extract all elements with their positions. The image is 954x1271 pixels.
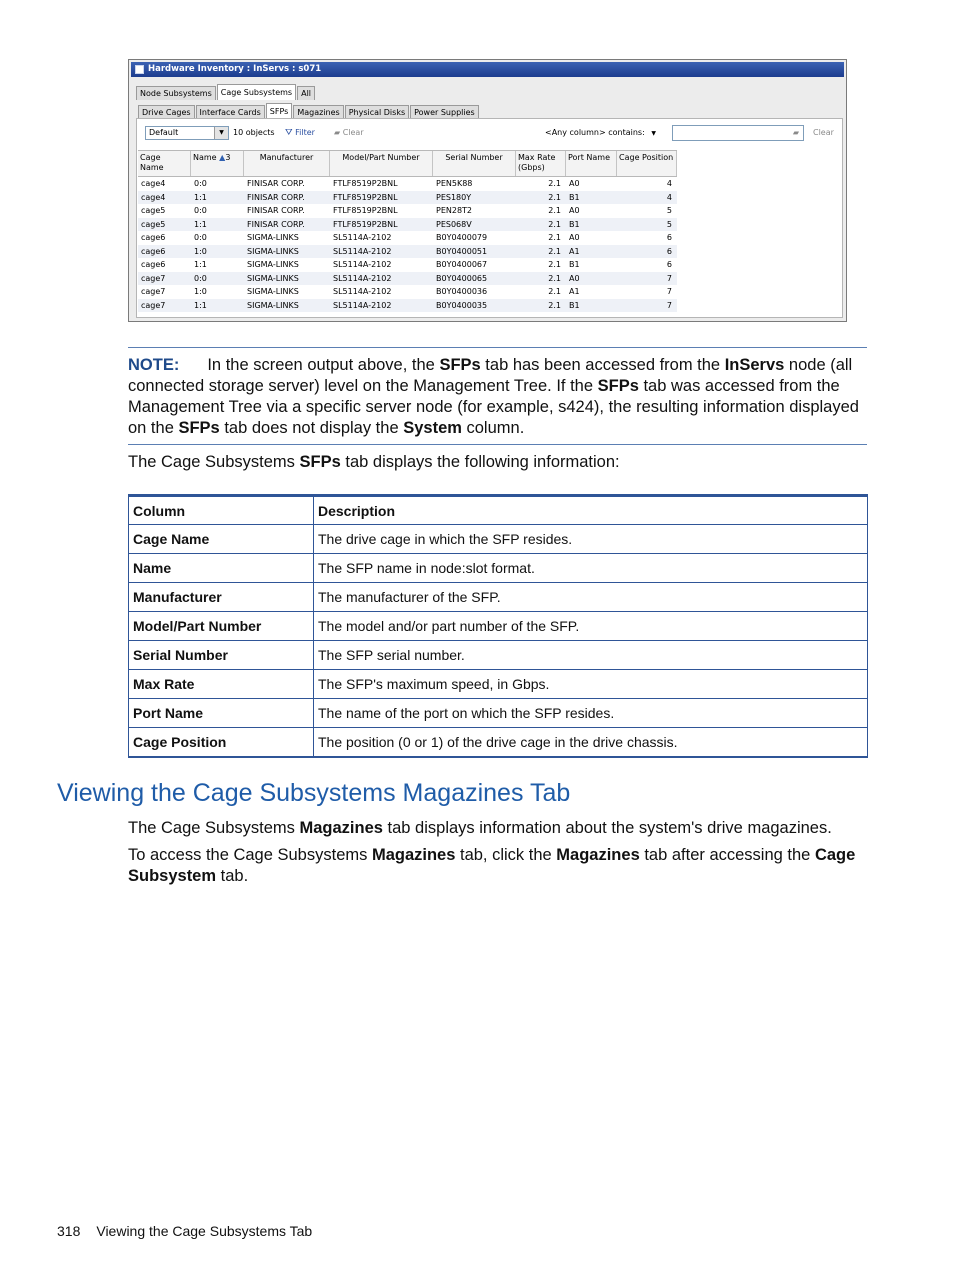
cell-max-rate: 2.1 bbox=[548, 246, 561, 256]
cell-model: FTLF8519P2BNL bbox=[333, 192, 398, 202]
table-row bbox=[129, 699, 868, 728]
column-select-value: <Any column> contains: bbox=[545, 128, 645, 137]
table-cell-column: Manufacturer bbox=[129, 583, 314, 612]
cell-max-rate: 2.1 bbox=[548, 287, 561, 296]
main-tabs bbox=[136, 84, 316, 100]
column-description-table bbox=[128, 494, 868, 758]
cell-cage-name: cage5 bbox=[141, 206, 166, 215]
cell-max-rate: 2.1 bbox=[548, 273, 561, 283]
note-text: tab has been accessed from the bbox=[480, 356, 725, 374]
table-row[interactable] bbox=[138, 218, 677, 232]
table-cell-column: Port Name bbox=[129, 699, 314, 728]
cell-manufacturer: FINISAR CORP. bbox=[247, 179, 305, 188]
cell-cage-position: 7 bbox=[666, 273, 672, 283]
table-row bbox=[129, 670, 868, 699]
cell-manufacturer: SIGMA-LINKS bbox=[247, 300, 299, 310]
cell-model: FTLF8519P2BNL bbox=[333, 179, 398, 188]
cell-port-name: A0 bbox=[569, 206, 580, 215]
cell-port-name: A1 bbox=[569, 246, 580, 256]
table-row[interactable] bbox=[138, 272, 677, 286]
cell-serial: B0Y0400051 bbox=[436, 246, 488, 256]
col-header-serial[interactable]: Serial Number bbox=[433, 151, 516, 176]
tab-sfps[interactable]: SFPs bbox=[266, 103, 293, 119]
col-header-model[interactable]: Model/Part Number bbox=[330, 151, 433, 176]
cell-cage-position: 4 bbox=[666, 192, 672, 202]
note-label: NOTE: bbox=[128, 356, 180, 374]
tab-all[interactable]: All bbox=[297, 86, 315, 100]
cell-manufacturer: FINISAR CORP. bbox=[247, 206, 305, 215]
table-cell-column: Model/Part Number bbox=[129, 612, 314, 641]
column-select[interactable] bbox=[545, 126, 656, 141]
para-text: tab, click the bbox=[455, 846, 557, 864]
intro-paragraph bbox=[128, 452, 620, 473]
cell-max-rate: 2.1 bbox=[548, 179, 561, 188]
footer-chapter: Viewing the Cage Subsystems Tab bbox=[96, 1223, 313, 1239]
cell-cage-name: cage6 bbox=[141, 246, 166, 256]
grid-header bbox=[138, 150, 677, 177]
table-row bbox=[129, 554, 868, 583]
cell-serial: B0Y0400079 bbox=[436, 233, 488, 242]
view-select-value: Default bbox=[149, 128, 179, 137]
cell-model: SL5114A-2102 bbox=[333, 273, 392, 283]
search-clear-button[interactable]: Clear bbox=[813, 128, 834, 137]
note-text: In the screen output above, the bbox=[207, 356, 440, 374]
table-cell-description: The name of the port on which the SFP resides. bbox=[314, 699, 868, 728]
cell-model: SL5114A-2102 bbox=[333, 246, 392, 256]
cell-port-name: A0 bbox=[569, 179, 580, 188]
tab-cage-subsystems[interactable]: Cage Subsystems bbox=[217, 84, 296, 100]
cell-name: 0:0 bbox=[194, 273, 207, 283]
cell-serial: PEN5K88 bbox=[436, 179, 473, 188]
table-row[interactable] bbox=[138, 177, 677, 191]
cell-name: 1:0 bbox=[194, 287, 207, 296]
table-row[interactable] bbox=[138, 204, 677, 218]
table-header-row bbox=[129, 496, 868, 525]
cell-max-rate: 2.1 bbox=[548, 192, 561, 202]
note-text: tab does not display the bbox=[219, 419, 404, 437]
cell-cage-name: cage7 bbox=[141, 273, 166, 283]
note-paragraph bbox=[128, 355, 873, 439]
col-header-name[interactable] bbox=[191, 151, 244, 176]
cell-cage-position: 6 bbox=[666, 246, 672, 256]
note-text: column. bbox=[461, 419, 525, 437]
cell-manufacturer: SIGMA-LINKS bbox=[247, 233, 299, 242]
cell-name: 0:0 bbox=[194, 179, 207, 188]
table-row[interactable] bbox=[138, 231, 677, 245]
cell-port-name: A0 bbox=[569, 273, 580, 283]
cell-port-name: B1 bbox=[569, 219, 580, 229]
cell-max-rate: 2.1 bbox=[548, 206, 561, 215]
para-bold: Magazines bbox=[371, 846, 456, 864]
cell-name: 1:1 bbox=[194, 260, 207, 269]
cell-cage-name: cage4 bbox=[141, 192, 166, 202]
table-row[interactable] bbox=[138, 245, 677, 259]
table-row bbox=[129, 641, 868, 670]
col-label: Name bbox=[193, 153, 217, 162]
para-text: To access the Cage Subsystems bbox=[128, 846, 372, 864]
cell-manufacturer: FINISAR CORP. bbox=[247, 192, 305, 202]
col-header-cage-position[interactable]: Cage Position bbox=[617, 151, 677, 176]
table-row[interactable] bbox=[138, 299, 677, 313]
cell-model: SL5114A-2102 bbox=[333, 233, 392, 242]
col-header-port-name[interactable]: Port Name bbox=[566, 151, 617, 176]
para-text: tab after accessing the bbox=[639, 846, 815, 864]
cell-max-rate: 2.1 bbox=[548, 233, 561, 242]
cell-cage-position: 6 bbox=[666, 260, 672, 269]
cell-cage-name: cage4 bbox=[141, 179, 166, 188]
cell-cage-name: cage6 bbox=[141, 260, 166, 269]
note-top-rule bbox=[128, 347, 867, 348]
cell-name: 0:0 bbox=[194, 233, 207, 242]
cell-serial: PEN28T2 bbox=[436, 206, 473, 215]
cell-port-name: B1 bbox=[569, 300, 580, 310]
cell-cage-name: cage6 bbox=[141, 233, 166, 242]
cell-cage-position: 7 bbox=[666, 287, 672, 296]
note-bold: System bbox=[403, 419, 462, 437]
table-cell-description: The SFP's maximum speed, in Gbps. bbox=[314, 670, 868, 699]
note-bottom-rule bbox=[128, 444, 867, 445]
cell-model: SL5114A-2102 bbox=[333, 300, 392, 310]
note-bold: SFPs bbox=[439, 356, 481, 374]
clear-filter-label: Clear bbox=[342, 128, 364, 137]
cell-serial: B0Y0400035 bbox=[436, 300, 488, 310]
table-cell-description: The position (0 or 1) of the drive cage in the drive chassis. bbox=[314, 728, 868, 757]
col-header-cage-name[interactable] bbox=[138, 151, 191, 176]
cell-name: 0:0 bbox=[194, 206, 207, 215]
note-bold: InServs bbox=[724, 356, 785, 374]
cell-serial: B0Y0400065 bbox=[436, 273, 488, 283]
para-bold: Magazines bbox=[299, 819, 383, 837]
sub-tabs bbox=[138, 103, 480, 119]
table-cell-description: The drive cage in which the SFP resides. bbox=[314, 525, 868, 554]
cell-model: SL5114A-2102 bbox=[333, 260, 392, 269]
table-body bbox=[129, 496, 868, 757]
table-cell-column: Cage Position bbox=[129, 728, 314, 757]
page-footer bbox=[57, 1223, 312, 1239]
cell-model: FTLF8519P2BNL bbox=[333, 219, 398, 229]
cell-manufacturer: SIGMA-LINKS bbox=[247, 287, 299, 296]
note-text: node (all connected storage server) level on the Management Tree. If the bbox=[128, 356, 853, 395]
intro-text: tab displays the following information: bbox=[340, 453, 620, 471]
table-cell-description: The manufacturer of the SFP. bbox=[314, 583, 868, 612]
table-header-column: Column bbox=[129, 496, 314, 525]
sort-order: 3 bbox=[225, 153, 231, 162]
intro-bold: SFPs bbox=[299, 453, 341, 471]
cell-cage-position: 6 bbox=[666, 233, 672, 242]
page-number: 318 bbox=[57, 1223, 81, 1239]
cell-port-name: B1 bbox=[569, 192, 580, 202]
cell-serial: B0Y0400067 bbox=[436, 260, 488, 269]
cell-manufacturer: SIGMA-LINKS bbox=[247, 273, 299, 283]
cell-port-name: A1 bbox=[569, 287, 580, 296]
cell-name: 1:1 bbox=[194, 192, 207, 202]
chevron-down-icon[interactable]: ▼ bbox=[214, 127, 228, 139]
cell-port-name: A0 bbox=[569, 233, 580, 242]
col-header-max-rate[interactable]: Max Rate (Gbps) bbox=[516, 151, 566, 176]
note-bold: SFPs bbox=[597, 377, 639, 395]
table-cell-description: The SFP serial number. bbox=[314, 641, 868, 670]
search-eraser-icon: ▰ bbox=[792, 128, 799, 137]
table-cell-column: Name bbox=[129, 554, 314, 583]
table-cell-column: Cage Name bbox=[129, 525, 314, 554]
cell-serial: PES068V bbox=[436, 219, 472, 229]
clear-filter-button[interactable] bbox=[334, 126, 364, 140]
window-titlebar bbox=[131, 62, 844, 77]
paragraph-magazines-intro bbox=[128, 818, 832, 839]
search-input[interactable] bbox=[672, 125, 804, 141]
cell-cage-position: 5 bbox=[666, 219, 672, 229]
cell-serial: PES180Y bbox=[436, 192, 472, 202]
cell-cage-name: cage7 bbox=[141, 287, 166, 296]
cell-model: FTLF8519P2BNL bbox=[333, 206, 398, 215]
cell-manufacturer: FINISAR CORP. bbox=[247, 219, 305, 229]
table-row[interactable] bbox=[138, 191, 677, 205]
tab-magazines[interactable]: Magazines bbox=[293, 105, 343, 119]
table-cell-description: The SFP name in node:slot format. bbox=[314, 554, 868, 583]
chevron-down-icon: ▼ bbox=[651, 130, 656, 137]
cell-name: 1:0 bbox=[194, 246, 207, 256]
tab-interface-cards[interactable]: Interface Cards bbox=[196, 105, 265, 119]
para-text: The Cage Subsystems bbox=[128, 819, 300, 837]
table-row bbox=[129, 612, 868, 641]
grid-body bbox=[138, 177, 677, 312]
cell-cage-position: 4 bbox=[666, 179, 672, 188]
window-title: Hardware Inventory : InServs : s071 bbox=[148, 64, 322, 74]
table-cell-column: Max Rate bbox=[129, 670, 314, 699]
table-row bbox=[129, 583, 868, 612]
table-row[interactable] bbox=[138, 258, 677, 272]
para-text: tab. bbox=[216, 867, 249, 885]
cell-name: 1:1 bbox=[194, 219, 207, 229]
object-count: 10 objects bbox=[233, 128, 275, 137]
tab-node-subsystems[interactable]: Node Subsystems bbox=[136, 86, 216, 100]
view-select[interactable] bbox=[145, 126, 229, 140]
filter-icon: ⛛ bbox=[285, 128, 293, 138]
tab-physical-disks[interactable]: Physical Disks bbox=[345, 105, 409, 119]
col-label: Cage Name bbox=[140, 153, 164, 172]
hardware-inventory-screenshot bbox=[128, 59, 847, 322]
note-bold: SFPs bbox=[178, 419, 220, 437]
cell-max-rate: 2.1 bbox=[548, 260, 561, 269]
table-cell-description: The model and/or part number of the SFP. bbox=[314, 612, 868, 641]
filter-button[interactable] bbox=[285, 126, 315, 140]
paragraph-magazines-access bbox=[128, 845, 873, 887]
para-bold: Cage Subsystem bbox=[128, 846, 856, 885]
table-row[interactable] bbox=[138, 285, 677, 299]
cell-manufacturer: SIGMA-LINKS bbox=[247, 260, 299, 269]
para-bold: Magazines bbox=[556, 846, 640, 864]
cell-name: 1:1 bbox=[194, 300, 207, 310]
cell-port-name: B1 bbox=[569, 260, 580, 269]
cell-max-rate: 2.1 bbox=[548, 219, 561, 229]
table-cell-column: Serial Number bbox=[129, 641, 314, 670]
table-row bbox=[129, 728, 868, 757]
cell-serial: B0Y0400036 bbox=[436, 287, 488, 296]
sort-asc-icon: ▲3 bbox=[219, 153, 231, 162]
note-text: tab was accessed from the Management Tree via a specific server node (for example, s424), the resulting information displayed on the bbox=[128, 377, 859, 437]
tab-drive-cages[interactable]: Drive Cages bbox=[138, 105, 195, 119]
eraser-icon: ▰ bbox=[334, 128, 341, 137]
section-heading: Viewing the Cage Subsystems Magazines Tab bbox=[57, 779, 571, 807]
filter-label: Filter bbox=[295, 128, 315, 137]
cell-cage-position: 5 bbox=[666, 206, 672, 215]
cell-cage-name: cage7 bbox=[141, 300, 166, 310]
table-row bbox=[129, 525, 868, 554]
cell-cage-position: 7 bbox=[666, 300, 672, 310]
cell-max-rate: 2.1 bbox=[548, 300, 561, 310]
cell-cage-name: cage5 bbox=[141, 219, 166, 229]
cell-model: SL5114A-2102 bbox=[333, 287, 392, 296]
intro-text: The Cage Subsystems bbox=[128, 453, 300, 471]
cell-manufacturer: SIGMA-LINKS bbox=[247, 246, 299, 256]
para-text: tab displays information about the system's drive magazines. bbox=[382, 819, 832, 837]
window-icon bbox=[135, 65, 144, 74]
col-header-manufacturer[interactable]: Manufacturer bbox=[244, 151, 330, 176]
table-header-description: Description bbox=[314, 496, 868, 525]
tab-power-supplies[interactable]: Power Supplies bbox=[410, 105, 479, 119]
